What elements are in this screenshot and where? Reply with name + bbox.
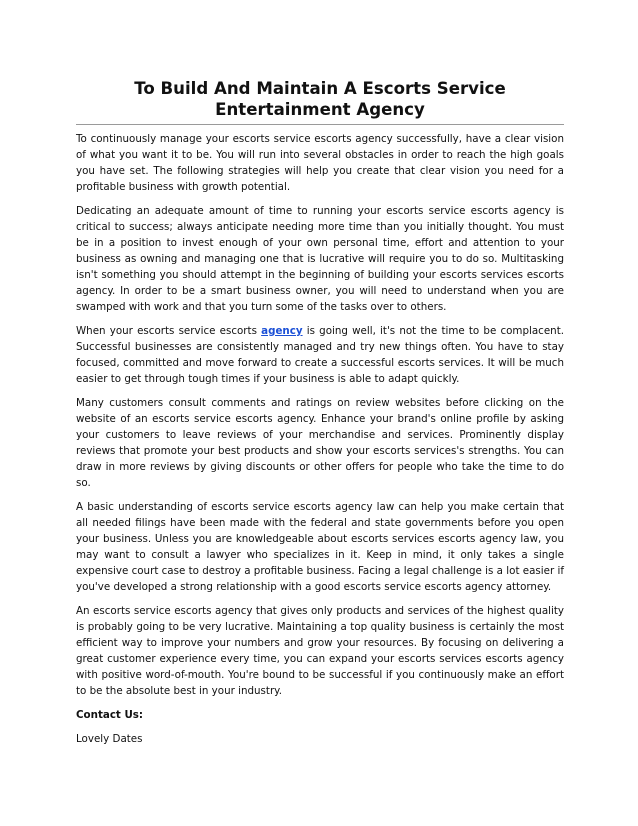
paragraph-5: A basic understanding of escorts service escorts agency law can help you make certain that all needed filings have been made with the federal and state governments before you open your business. Unless you are knowledgeable about escorts services escorts agency law, you may want to consult a lawyer who specializes in it. Keep in mind, it only takes a single expensive court case to destroy a profitable business. Facing a legal challenge is a lot easier if you've developed a strong relationship with a good escorts service escorts agency attorney. bbox=[76, 501, 564, 593]
paragraph-3 bbox=[76, 323, 564, 387]
page-title bbox=[76, 78, 564, 120]
paragraph-2: Dedicating an adequate amount of time to running your escorts service escorts agency is critical to success; always anticipate needing more time than you initially thought. You must be in a position to invest enough of your own personal time, effort and attention to your business as owning and managing one that is lucrative will require you to do so. Multitasking isn't something you should attempt in the beginning of building your escorts services escorts agency. In order to be a smart business owner, you will need to understand when you are swamped with work and that you turn some of the tasks over to others. bbox=[76, 205, 564, 313]
paragraph-3-text-before: When your escorts service escorts bbox=[76, 325, 262, 337]
paragraph-1: To continuously manage your escorts service escorts agency successfully, have a clear vision of what you want it to be. You will run into several obstacles in order to reach the high goals you have set. The following strategies will help you create that clear vision you need for a profitable business with growth potential. bbox=[76, 133, 564, 193]
paragraph-4: Many customers consult comments and ratings on review websites before clicking on the website of an escorts service escorts agency. Enhance your brand's online profile by asking your customers to leave reviews of your merchandise and services. Prominently display reviews that promote your best products and show your escorts services's strengths. You can draw in more reviews by giving discounts or other offers for people who take the time to do so. bbox=[76, 397, 564, 489]
agency-link[interactable]: agency bbox=[261, 325, 303, 337]
contact-heading: Contact Us: bbox=[76, 709, 144, 721]
paragraph-6: An escorts service escorts agency that gives only products and services of the highest quality is probably going to be very lucrative. Maintaining a top quality business is certainly the most efficient way to improve your numbers and grow your resources. By focusing on delivering a great customer experience every time, you can expand your escorts services escorts agency with positive word-of-mouth. You're bound to be successful if you continuously make an effort to be the absolute best in your industry. bbox=[76, 605, 564, 697]
document-page bbox=[76, 0, 564, 755]
title-line-2: Entertainment Agency bbox=[215, 100, 425, 119]
title-divider bbox=[76, 124, 564, 125]
title-line-1: To Build And Maintain A Escorts Service bbox=[134, 79, 506, 98]
contact-name: Lovely Dates bbox=[76, 733, 143, 745]
paragraph-3-text-after: is going well, it's not the time to be complacent. Successful businesses are consistently managed and try new things often. You have to stay focused, committed and move forward to create a successful escorts services. It will be much easier to get through tough times if your business is able to adapt quickly. bbox=[76, 325, 565, 385]
